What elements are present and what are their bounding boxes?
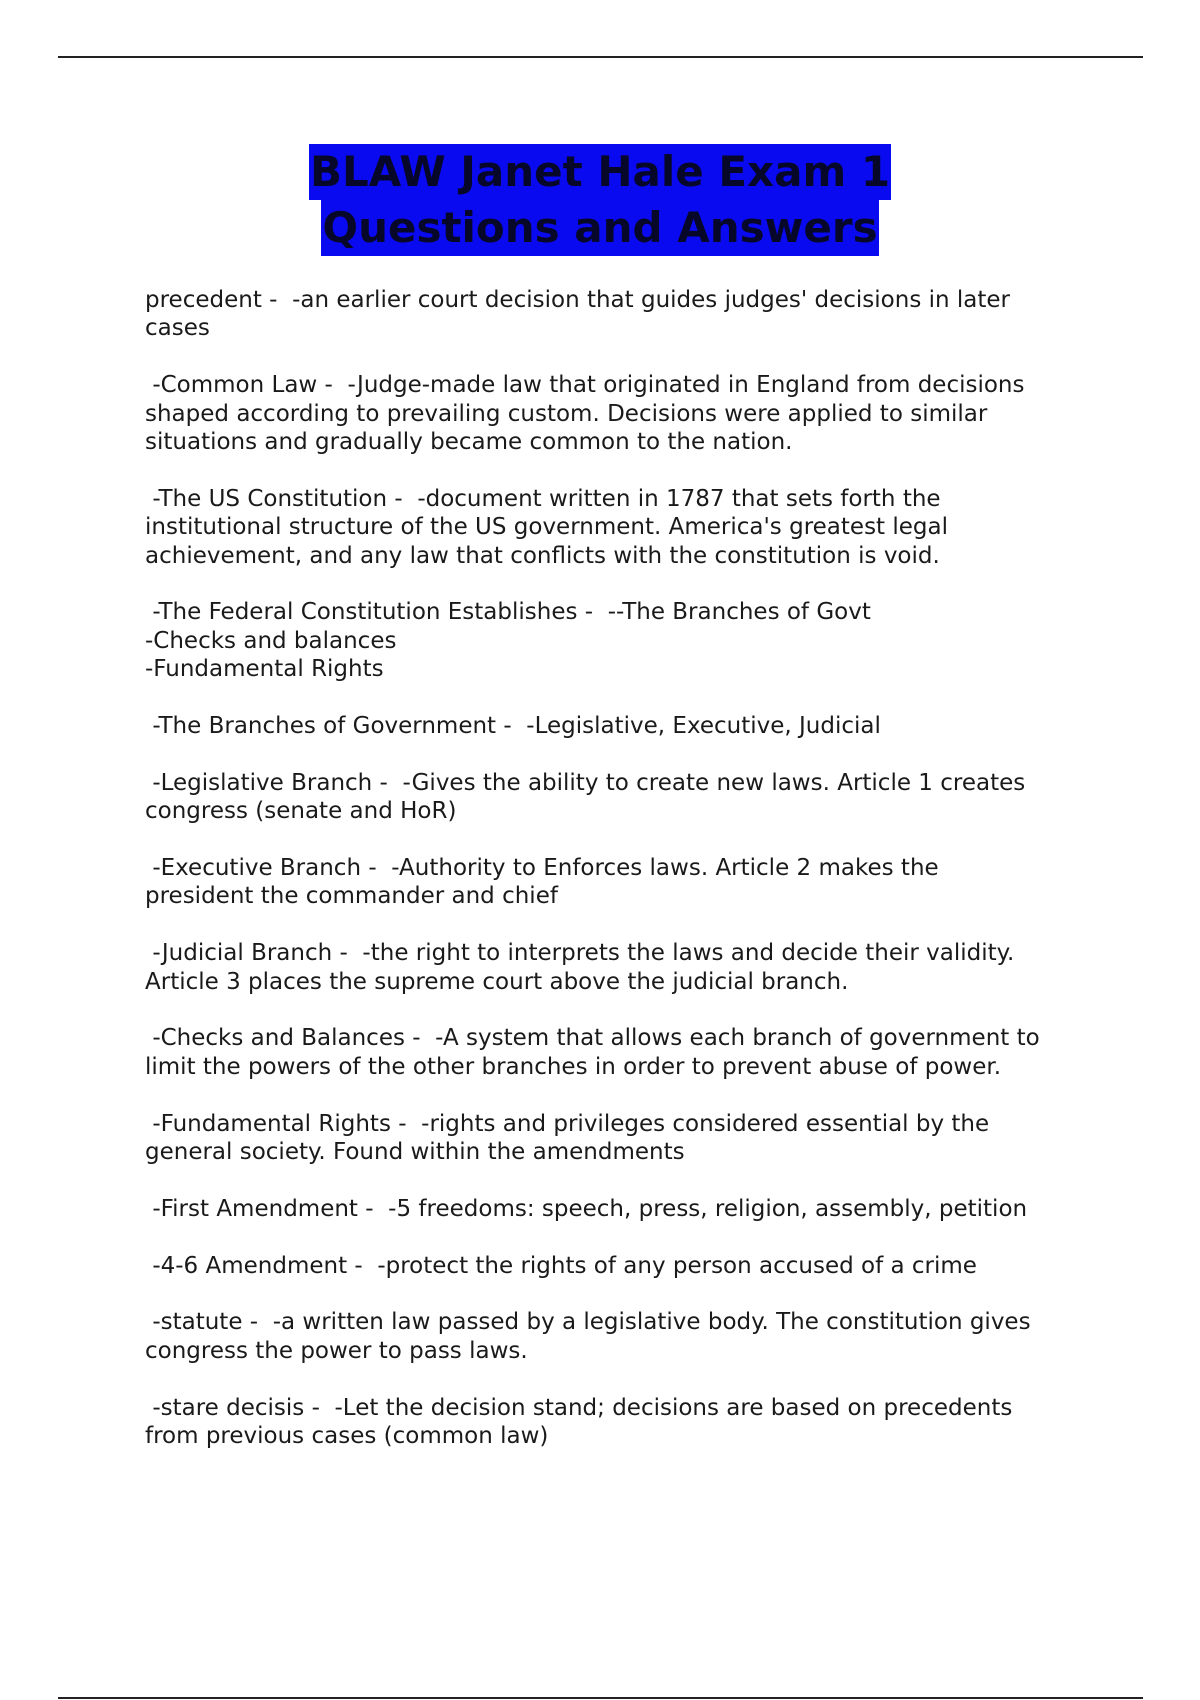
qa-entry-line: institutional structure of the US government. America's greatest legal xyxy=(145,514,949,541)
qa-entry-line: achievement, and any law that conflicts with the constitution is void. xyxy=(145,542,940,569)
qa-entry xyxy=(145,1308,1095,1365)
qa-entry-line: -Common Law - -Judge-made law that originated in England from decisions xyxy=(145,372,1025,399)
qa-entry-line: cases xyxy=(145,315,210,342)
qa-list xyxy=(145,286,1095,1479)
qa-entry-line: -The Federal Constitution Establishes - --The Branches of Govt xyxy=(145,599,871,626)
qa-entry xyxy=(145,712,1095,740)
qa-entry-line: -4-6 Amendment - -protect the rights of any person accused of a crime xyxy=(145,1252,977,1279)
top-rule xyxy=(58,56,1143,58)
qa-entry-line: precedent - -an earlier court decision that guides judges' decisions in later xyxy=(145,287,1011,313)
qa-entry-line: -statute - -a written law passed by a legislative body. The constitution gives xyxy=(145,1309,1031,1336)
qa-entry-line: from previous cases (common law) xyxy=(145,1423,549,1450)
qa-entry-line: -Checks and balances xyxy=(145,627,397,654)
qa-entry xyxy=(145,769,1095,826)
qa-entry-line: general society. Found within the amendments xyxy=(145,1139,685,1166)
qa-entry-line: Article 3 places the supreme court above the judicial branch. xyxy=(145,968,849,995)
title-line-2: Questions and Answers xyxy=(321,200,878,256)
qa-entry-line: -Fundamental Rights xyxy=(145,656,384,683)
qa-entry-line: -Executive Branch - -Authority to Enforces laws. Article 2 makes the xyxy=(145,855,939,882)
title-line-1: BLAW Janet Hale Exam 1 xyxy=(309,144,891,200)
qa-entry xyxy=(145,371,1095,456)
qa-entry-line: congress (senate and HoR) xyxy=(145,798,457,825)
qa-entry-line: -First Amendment - -5 freedoms: speech, press, religion, assembly, petition xyxy=(145,1195,1028,1222)
document-title xyxy=(0,144,1200,256)
qa-entry xyxy=(145,598,1095,683)
qa-entry-line: -Judicial Branch - -the right to interprets the laws and decide their validity. xyxy=(145,940,1015,967)
qa-entry xyxy=(145,854,1095,911)
qa-entry xyxy=(145,1024,1095,1081)
qa-entry-line: -Checks and Balances - -A system that allows each branch of government to xyxy=(145,1025,1040,1052)
qa-entry-line: president the commander and chief xyxy=(145,883,558,910)
qa-entry-line: situations and gradually became common to the nation. xyxy=(145,429,793,456)
qa-entry-line: -Legislative Branch - -Gives the ability to create new laws. Article 1 creates xyxy=(145,769,1026,796)
qa-entry xyxy=(145,1394,1095,1451)
qa-entry xyxy=(145,1252,1095,1280)
qa-entry xyxy=(145,1195,1095,1223)
qa-entry xyxy=(145,1110,1095,1167)
qa-entry-line: -The US Constitution - -document written in 1787 that sets forth the xyxy=(145,485,941,512)
qa-entry xyxy=(145,286,1095,343)
qa-entry-line: shaped according to prevailing custom. Decisions were applied to similar xyxy=(145,400,988,427)
qa-entry-line: -The Branches of Government - -Legislative, Executive, Judicial xyxy=(145,713,881,740)
qa-entry-line: limit the powers of the other branches in order to prevent abuse of power. xyxy=(145,1053,1002,1080)
qa-entry xyxy=(145,485,1095,570)
qa-entry xyxy=(145,939,1095,996)
qa-entry-line: congress the power to pass laws. xyxy=(145,1337,528,1364)
qa-entry-line: -Fundamental Rights - -rights and privileges considered essential by the xyxy=(145,1110,990,1137)
bottom-rule xyxy=(58,1697,1143,1699)
qa-entry-line: -stare decisis - -Let the decision stand; decisions are based on precedents xyxy=(145,1394,1013,1421)
